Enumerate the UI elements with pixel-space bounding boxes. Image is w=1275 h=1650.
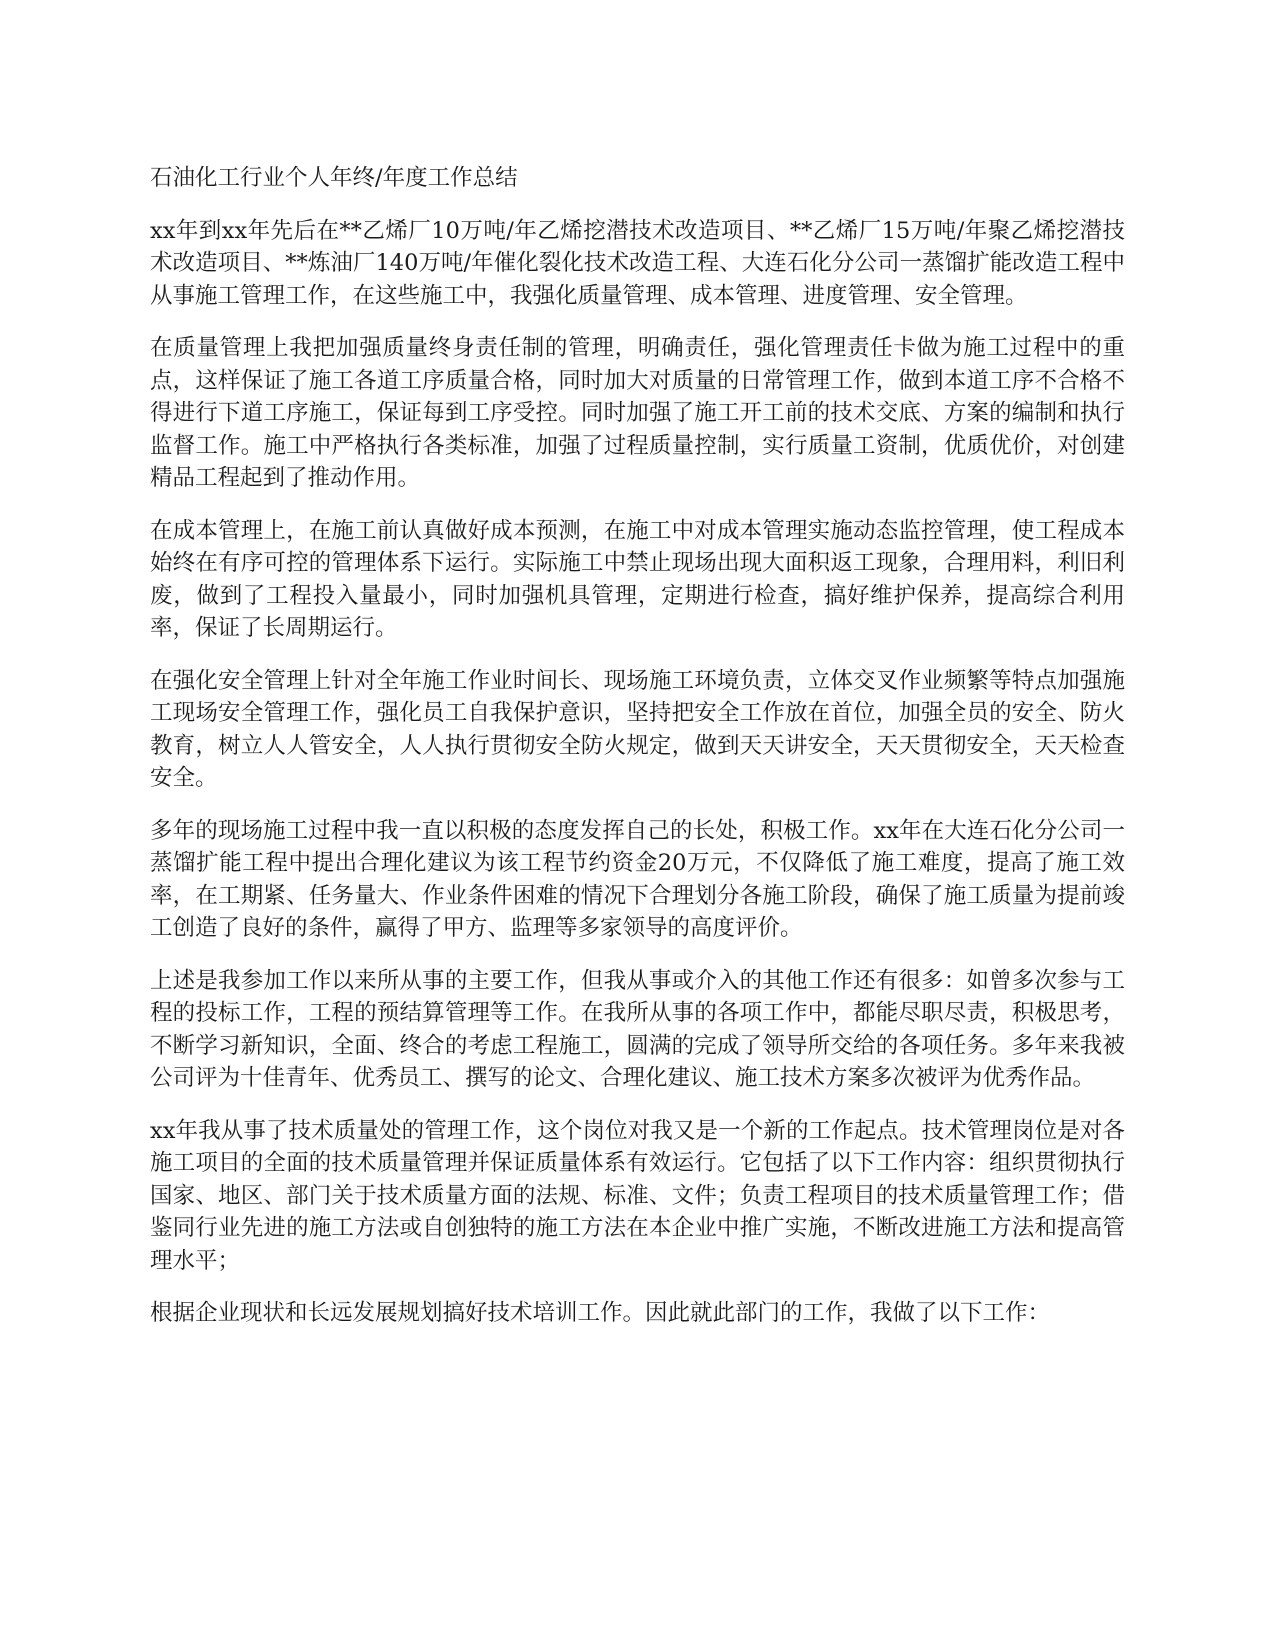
paragraph-project-overview: xx年到xx年先后在**乙烯厂10万吨/年乙烯挖潜技术改造项目、**乙烯厂15万吨/年聚乙烯挖潜技术改造项目、**炼油厂140万吨/年催化裂化技术改造工程、大连石化分公司一蒸馏扩能改造工程中从事施工管理工作，在这些施工中，我强化质量管理、成本管理、进度管理、安全管理。 [150,217,1125,309]
paragraph-other-work: 上述是我参加工作以来所从事的主要工作，但我从事或介入的其他工作还有很多：如曾多次参与工程的投标工作，工程的预结算管理等工作。在我所从事的各项工作中，都能尽职尽责，积极思考，不断学习新知识，全面、终合的考虑工程施工，圆满的完成了领导所交给的各项任务。多年来我被公司评为十佳青年、优秀员工、撰写的论文、合理化建议、施工技术方案多次被评为优秀作品。 [150,967,1125,1091]
document-title: 石油化工行业个人年终/年度工作总结 [150,165,518,191]
document-page [150,162,1125,1350]
paragraph-safety-management: 在强化安全管理上针对全年施工作业时间长、现场施工环境负责，立体交叉作业频繁等特点加强施工现场安全管理工作，强化员工自我保护意识，坚持把安全工作放在首位，加强全员的安全、防火教育，树立人人管安全，人人执行贯彻安全防火规定，做到天天讲安全，天天贯彻安全，天天检查安全。 [150,667,1125,791]
paragraph-technical-quality-dept: xx年我从事了技术质量处的管理工作，这个岗位对我又是一个新的工作起点。技术管理岗位是对各施工项目的全面的技术质量管理并保证质量体系有效运行。它包括了以下工作内容：组织贯彻执行国家、地区、部门关于技术质量方面的法规、标准、文件；负责工程项目的技术质量管理工作；借鉴同行业先进的施工方法或自创独特的施工方法在本企业中推广实施，不断改进施工方法和提高管理水平； [150,1117,1125,1274]
paragraph-training: 根据企业现状和长远发展规划搞好技术培训工作。因此就此部门的工作，我做了以下工作： [150,1300,1051,1326]
paragraph-achievements: 多年的现场施工过程中我一直以积极的态度发挥自己的长处，积极工作。xx年在大连石化分公司一蒸馏扩能工程中提出合理化建议为该工程节约资金20万元，不仅降低了施工难度，提高了施工效率，在工期紧、任务量大、作业条件困难的情况下合理划分各施工阶段，确保了施工质量为提前竣工创造了良好的条件，赢得了甲方、监理等多家领导的高度评价。 [150,817,1125,941]
paragraph-cost-management: 在成本管理上，在施工前认真做好成本预测，在施工中对成本管理实施动态监控管理，使工程成本始终在有序可控的管理体系下运行。实际施工中禁止现场出现大面积返工现象，合理用料，利旧利废，做到了工程投入量最小，同时加强机具管理，定期进行检查，搞好维护保养，提高综合利用率，保证了长周期运行。 [150,517,1125,641]
paragraph-quality-management: 在质量管理上我把加强质量终身责任制的管理，明确责任，强化管理责任卡做为施工过程中的重点，这样保证了施工各道工序质量合格，同时加大对质量的日常管理工作，做到本道工序不合格不得进行下道工序施工，保证每到工序受控。同时加强了施工开工前的技术交底、方案的编制和执行监督工作。施工中严格执行各类标准，加强了过程质量控制，实行质量工资制，优质优价，对创建精品工程起到了推动作用。 [150,335,1125,491]
